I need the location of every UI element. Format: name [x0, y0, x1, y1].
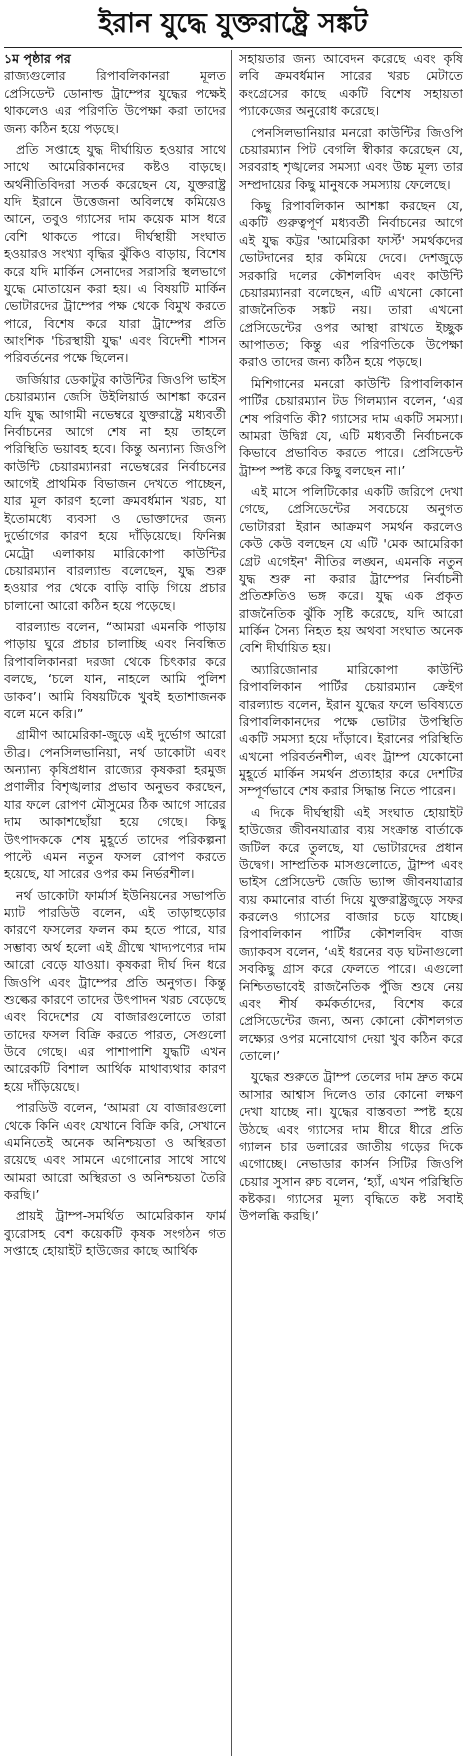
paragraph: জর্জিয়ার ডেকাটুর কাউন্টির জিওপি ভাইস চেয়ারম্যান জেসি উইলিয়ার্ড আশঙ্কা করেন যদি যুদ্ধ আগামী নভেম্বরে যুক্তরাষ্ট্রে মধ্যবর্তী নির্বাচনের আগে শেষ না হয় তাহলে পরিস্থিতি ভয়াবহ হবে। কিন্তু অন্যান্য জিওপি কাউন্টি চেয়ারম্যানরা নভেম্বরের নির্বাচনের আগেই প্রাথমিক বিভাজন দেখতে পাচ্ছেন, যার মূল কারণ হলো ক্রমবর্ধমান খরচ, যা ইতোমধ্যে ব্যবসা ও ভোক্তাদের জন্য দুর্ভোগের কারণ হয়ে দাঁড়িয়েছে। ফিনিক্স মেট্রো এলাকায় মারিকোপা কাউন্টির চেয়ারম্যান বারল্যান্ড বলেছেন, যুদ্ধ শুরু হওয়ার পর থেকে বাড়ি বাড়ি গিয়ে প্রচার চালানো আরো কঠিন হয়ে পড়েছে। — [4, 371, 226, 613]
headline: ইরান যুদ্ধে যুক্তরাষ্ট্রে সঙ্কট — [98, 8, 368, 39]
paragraph: অ্যারিজোনার মারিকোপা কাউন্টি রিপাবলিকান পার্টির চেয়ারম্যান ক্রেইগ বারল্যান্ড বলেন, ইরান যুদ্ধের ফলে ভবিষ্যতে রিপাবলিকানদের পক্ষে ভোটার উপস্থিতি একটি সমস্যা হয়ে দাঁড়াবে। ইরানের পরিস্থিতি এখনো পরিবর্তনশীল, এবং ট্রাম্প যেকোনো মুহূর্তে মার্কিন সমর্থন প্রত্যাহার করে দেশটির সম্পূর্ণভাবে শেষ করার সিদ্ধান্ত নিতে পারেন। — [239, 661, 463, 799]
paragraph: যুদ্ধের শুরুতে ট্রাম্প তেলের দাম দ্রুত কমে আসার আশ্বাস দিলেও তার কোনো লক্ষণ দেখা যাচ্ছে না। যুদ্ধের বাস্তবতা স্পষ্ট হয়ে উঠছে এবং গ্যাসের দাম ধীরে ধীরে প্রতি গ্যালন চার ডলারের জাতীয় গড়ের দিকে এগোচ্ছে। নেভাডার কার্সন সিটির জিওপি চেয়ার সুসান রুচ বলেন, ‘হ্যাঁ, এখন পরিস্থিতি কষ্টকর। গ্যাসের মূল্য বৃদ্ধিতে কষ্ট সবাই উপলব্ধি করছি।’ — [239, 1069, 463, 1224]
paragraph: এই মাসে পলিটিকোর একটি জরিপে দেখা গেছে, প্রেসিডেন্টের সবচেয়ে অনুগত ভোটাররা ইরান আক্রমণ সমর্থন করলেও কেউ কেউ বলছেন যে এটি 'মেক আমেরিকা গ্রেট এগেইন' নীতির লঙ্ঘন, এমনকি নতুন যুদ্ধ শুরু না করার ট্রাম্পের নির্বাচনী প্রতিশ্রুতিও ভঙ্গ করে। যুদ্ধ এক প্রকৃত রাজনৈতিক ঝুঁকি সৃষ্টি করেছে, যদি আরো মার্কিন সৈন্য নিহত হয় অথবা সংঘাত অনেক বেশি দীর্ঘায়িত হয়। — [239, 484, 463, 656]
paragraph: এ দিকে দীর্ঘস্থায়ী এই সংঘাত হোয়াইট হাউজের জীবনযাত্রার ব্যয় সংক্রান্ত বার্তাকে জটিল করে তুলছে, যা ভোটারদের প্রধান উদ্বেগ। সাম্প্রতিক মাসগুলোতে, ট্রাম্প এবং ভাইস প্রেসিডেন্ট জেডি ভ্যান্স জীবনযাত্রার ব্যয় কমানোর বার্তা দিয়ে যুক্তরাষ্ট্রজুড়ে সফর করলেও গ্যাসের বাজার চড়ে যাচ্ছে। রিপাবলিকান পার্টির কৌশলবিদ বাজ জ্যাকবস বলেন, ‘এই ধরনের বড় ঘটনাগুলো সবকিছু গ্রাস করে ফেলতে পারে। এগুলো নিশ্চিতভাবেই রাজনৈতিক পুঁজি শুষে নেয় এবং শীর্ষ কর্মকর্তাদের, বিশেষ করে প্রেসিডেন্টের জন্য, অন্য কোনো কৌশলগত লক্ষ্যের ওপর মনোযোগ দেয়া খুব কঠিন করে তোলে।’ — [239, 804, 463, 1063]
article-column-left — [4, 50, 226, 1756]
column-divider — [231, 50, 232, 1756]
paragraph: সহায়তার জন্য আবেদন করেছে এবং কৃষি লবি ক্রমবর্ধমান সারের খরচ মেটাতে কংগ্রেসের কাছে একটি বিশেষ সহায়তা প্যাকেজের অনুরোধ করেছে। — [239, 51, 463, 119]
quote-paragraph: মিশিগানের মনরো কাউন্টি রিপাবলিকান পার্টির চেয়ারম্যান টড গিলম্যান বলেন, ‘এর শেষ পরিণতি কী? গ্যাসের দাম একটি সমস্যা। আমরা উদ্বিগ্ন যে, এটি মধ্যবর্তী নির্বাচনকে কিভাবে প্রভাবিত করতে পারে। প্রেসিডেন্ট ট্রাম্প স্পষ্ট করে কিছু বলছেন না।’ — [239, 375, 463, 478]
quote-paragraph: পারডিউ বলেন, ‘আমরা যে বাজারগুলো থেকে কিনি এবং যেখানে বিক্রি করি, সেখানে এমনিতেই অনেক অনিশ্চয়তা ও অস্থিরতা রয়েছে এবং সামনে এগোনোর সাথে সাথে আমরা আরো অস্থিরতা ও অনিশ্চয়তা তৈরি করছি।’ — [4, 1100, 226, 1202]
paragraph: প্রায়ই ট্রাম্প-সমর্থিত আমেরিকান ফার্ম ব্যুরোসহ বেশ কয়েকটি কৃষক সংগঠন গত সপ্তাহে হোয়াইট হাউজের কাছে আর্থিক — [4, 1208, 226, 1259]
paragraph: গ্রামীণ আমেরিকা-জুড়ে এই দুর্ভোগ আরো তীব্র। পেনসিলভানিয়া, নর্থ ডাকোটা এবং অন্যান্য কৃষিপ্রধান রাজ্যের কৃষকরা হরমুজ প্রণালীর বিশৃঙ্খলার প্রভাব অনুভব করছেন, যার ফলে রোপণ মৌসুমের ঠিক আগে সারের দাম আকাশছোঁয়া হয়ে গেছে। কিছু উৎপাদককে শেষ মুহূর্তে তাদের পরিকল্পনা পাল্টে এমন নতুন ফসল রোপণ করতে হয়েছে, যা সারের ওপর কম নির্ভরশীল। — [4, 727, 226, 882]
paragraph: নর্থ ডাকোটা ফার্মার্স ইউনিয়নের সভাপতি ম্যাট পারডিউ বলেন, এই তাড়াহুড়োর কারণে ফসলের ফলন কম হতে পারে, যার সম্ভাব্য অর্থ হলো এই গ্রীষ্মে খাদ্যপণ্যের দাম আরো বেড়ে যাওয়া। কৃষকরা দীর্ঘ দিন ধরে জিওপি এবং ট্রাম্পের প্রতি অনুগত। কিন্তু শুল্কের কারণে তাদের উৎপাদন খরচ বেড়েছে এবং বিদেশের যে বাজারগুলোতে তারা তাদের ফসল বিক্রি করতে পারত, সেগুলো উবে গেছে। এর পাশাপাশি যুদ্ধটি এখন আরেকটি বিশাল আর্থিক মাথাব্যথার কারণ হয়ে দাঁড়িয়েছে। — [4, 887, 226, 1094]
headline-rule — [4, 47, 462, 48]
article-column-right — [239, 50, 463, 1756]
paragraph: প্রতি সপ্তাহে যুদ্ধ দীর্ঘায়িত হওয়ার সাথে সাথে আমেরিকানদের কষ্টও বাড়ছে। অর্থনীতিবিদরা সতর্ক করেছেন যে, যুক্তরাষ্ট্র যদি ইরানে উত্তেজনা অবিলম্বে কমিয়েও আনে, তবুও গ্যাসের দাম কয়েক মাস ধরে বেশি থাকতে পারে। দীর্ঘস্থায়ী সংঘাত হওয়ারও সংখ্যা বৃদ্ধির ঝুঁকিও বাড়ায়, বিশেষ করে যদি মার্কিন সেনাদের সরাসরি স্থলভাগে যুদ্ধে মোতায়েন করা হয়। এ বিষয়টি মার্কিন ভোটারদের ট্রাম্পের পক্ষ থেকে বিমুখ করতে পারে, বিশেষ করে যারা ট্রাম্পের প্রতি আংশিক 'চিরস্থায়ী যুদ্ধ' এবং বিদেশী শাসন পরিবর্তনের পক্ষে ছিলেন। — [4, 141, 226, 366]
paragraph: রাজ্যগুলোর রিপাবলিকানরা মূলত প্রেসিডেন্ট ডোনাল্ড ট্রাম্পের যুদ্ধের পক্ষেই থাকলেও এর পরিণতি উপেক্ষা করা তাদের জন্য কঠিন হয়ে পড়ছে। — [4, 68, 226, 136]
paragraph: কিছু রিপাবলিকান আশঙ্কা করছেন যে, একটি গুরুত্বপূর্ণ মধ্যবর্তী নির্বাচনের আগে এই যুদ্ধ কট্টর 'আমেরিকা ফার্স্ট' সমর্থকদের ভোটদানের হার কমিয়ে দেবে। দেশজুড়ে সরকারি দলের কৌশলবিদ এবং কাউন্টি চেয়ারম্যানরা বলেছেন, এটি এখনো কোনো রাজনৈতিক সঙ্কট নয়। তারা এখনো প্রেসিডেন্টের ওপর আস্থা রাখতে ইচ্ছুক আপাতত; কিন্তু এর পরিণতিকে উপেক্ষা করাও তাদের জন্য কঠিন হয়ে পড়ছে। — [239, 198, 463, 370]
quote-paragraph: বারল্যান্ড বলেন, “আমরা এমনকি পাড়ায় পাড়ায় ঘুরে প্রচার চালাচ্ছি এবং নিবন্ধিত রিপাবলিকানরা দরজা থেকে চিৎকার করে বলছে, ‘চলে যান, নাহলে আমি পুলিশ ডাকব’। আমি বিষয়টিকে খুবই হতাশাজনক বলে মনে করি।” — [4, 619, 226, 721]
jump-label: ১ম পৃষ্ঠার পর — [4, 51, 71, 66]
paragraph: পেনসিলভানিয়ার মনরো কাউন্টির জিওপি চেয়ারম্যান পিট বেগলি স্বীকার করেছেন যে, সরবরাহ শৃঙ্খলের সমস্যা এবং উচ্চ মূল্য তার সম্প্রদায়ের কিছু মানুষকে সমস্যায় ফেলেছে। — [239, 124, 463, 192]
